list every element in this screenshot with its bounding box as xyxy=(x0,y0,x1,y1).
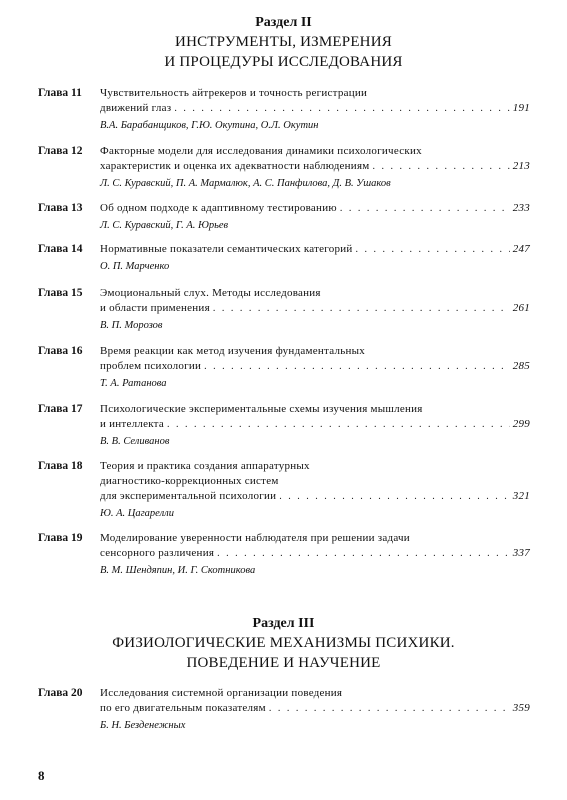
chapter-label: Глава 15 xyxy=(38,287,83,299)
leader-dots xyxy=(269,701,510,716)
chapter-label: Глава 20 xyxy=(38,687,83,699)
leader-dots xyxy=(217,546,510,561)
leader-dots xyxy=(372,159,509,174)
chapter-label: Глава 11 xyxy=(38,87,82,99)
chapter-authors: Л. С. Куравский, Г. А. Юрьев xyxy=(100,220,229,231)
page-ref: 321 xyxy=(512,490,530,502)
chapter-authors: О. П. Марченко xyxy=(100,261,170,272)
leader-dots xyxy=(340,201,510,216)
page-number: 8 xyxy=(38,768,45,783)
section-2-title-line1: ИНСТРУМЕНТЫ, ИЗМЕРЕНИЯ xyxy=(175,34,392,50)
chapter-title-line: сенсорного различения xyxy=(100,547,215,559)
chapter-title-line: Моделирование уверенности наблюдателя при решении задачи xyxy=(100,532,410,544)
section-2-title-line2: И ПРОЦЕДУРЫ ИССЛЕДОВАНИЯ xyxy=(164,54,403,70)
chapter-authors: Ю. А. Цагарелли xyxy=(100,508,174,519)
page-ref: 261 xyxy=(512,302,530,314)
chapter-title-line: Исследования системной организации поведения xyxy=(100,687,343,699)
section-3-title-line1: ФИЗИОЛОГИЧЕСКИЕ МЕХАНИЗМЫ ПСИХИКИ. xyxy=(112,635,455,651)
chapter-title-line: по его двигательным показателям xyxy=(100,702,266,714)
leader-dots xyxy=(174,101,509,116)
page-ref: 359 xyxy=(512,702,530,714)
leader-dots xyxy=(279,489,509,504)
chapter-label: Глава 14 xyxy=(38,243,83,255)
chapter-title-line: характеристик и оценка их адекватности наблюдениям xyxy=(100,160,370,172)
page-ref: 299 xyxy=(512,418,530,430)
chapter-label: Глава 17 xyxy=(38,403,83,415)
leader-dots xyxy=(213,301,510,316)
chapter-label: Глава 19 xyxy=(38,532,83,544)
chapter-authors: В. В. Селиванов xyxy=(100,436,170,447)
section-2-heading xyxy=(0,14,567,72)
chapter-title-line: диагностико-коррекционных систем xyxy=(100,475,279,487)
chapter-authors: В.А. Барабанщиков, Г.Ю. Окутина, О.Л. Окутин xyxy=(100,120,319,131)
chapter-label: Глава 18 xyxy=(38,460,83,472)
leader-dots xyxy=(356,242,510,257)
chapter-title-line: Об одном подходе к адаптивному тестированию xyxy=(100,202,337,214)
page-ref: 233 xyxy=(512,202,530,214)
chapter-authors: В. П. Морозов xyxy=(100,320,163,331)
page-ref: 213 xyxy=(512,160,530,172)
chapter-title-line: Факторные модели для исследования динамики психологических xyxy=(100,145,422,157)
section-3-title-line2: ПОВЕДЕНИЕ И НАУЧЕНИЕ xyxy=(186,655,381,671)
chapter-title-line: Нормативные показатели семантических категорий xyxy=(100,243,353,255)
page-ref: 285 xyxy=(512,360,530,372)
chapter-label: Глава 16 xyxy=(38,345,83,357)
chapter-title-line: проблем психологии xyxy=(100,360,202,372)
section-3-label: Раздел III xyxy=(252,616,315,631)
chapter-title-line: Чувствительность айтрекеров и точность регистрации xyxy=(100,87,368,99)
page-ref: 191 xyxy=(512,102,530,114)
page-ref: 247 xyxy=(512,243,530,255)
chapter-title-line: Время реакции как метод изучения фундаментальных xyxy=(100,345,365,357)
section-2-label: Раздел II xyxy=(255,15,312,30)
chapter-title-line: движений глаз xyxy=(100,102,172,114)
chapter-authors: В. М. Шендяпин, И. Г. Скотникова xyxy=(100,565,256,576)
chapter-title-line: и области применения xyxy=(100,302,210,314)
chapter-title-line: и интеллекта xyxy=(100,418,164,430)
chapter-authors: Б. Н. Безденежных xyxy=(100,720,186,731)
chapter-authors: Т. А. Ратанова xyxy=(100,378,167,389)
chapter-title-line: для экспериментальной психологии xyxy=(100,490,277,502)
chapter-title-line: Психологические экспериментальные схемы изучения мышления xyxy=(100,403,423,415)
chapter-authors: Л. С. Куравский, П. А. Мармалюк, А. С. Панфилова, Д. В. Ушаков xyxy=(100,178,391,189)
chapter-title-line: Эмоциональный слух. Методы исследования xyxy=(100,287,321,299)
chapter-label: Глава 12 xyxy=(38,145,83,157)
leader-dots xyxy=(204,359,510,374)
chapter-label: Глава 13 xyxy=(38,202,83,214)
leader-dots xyxy=(167,417,510,432)
section-3-heading xyxy=(0,615,567,673)
chapter-title-line: Теория и практика создания аппаратурных xyxy=(100,460,310,472)
page-ref: 337 xyxy=(512,547,530,559)
